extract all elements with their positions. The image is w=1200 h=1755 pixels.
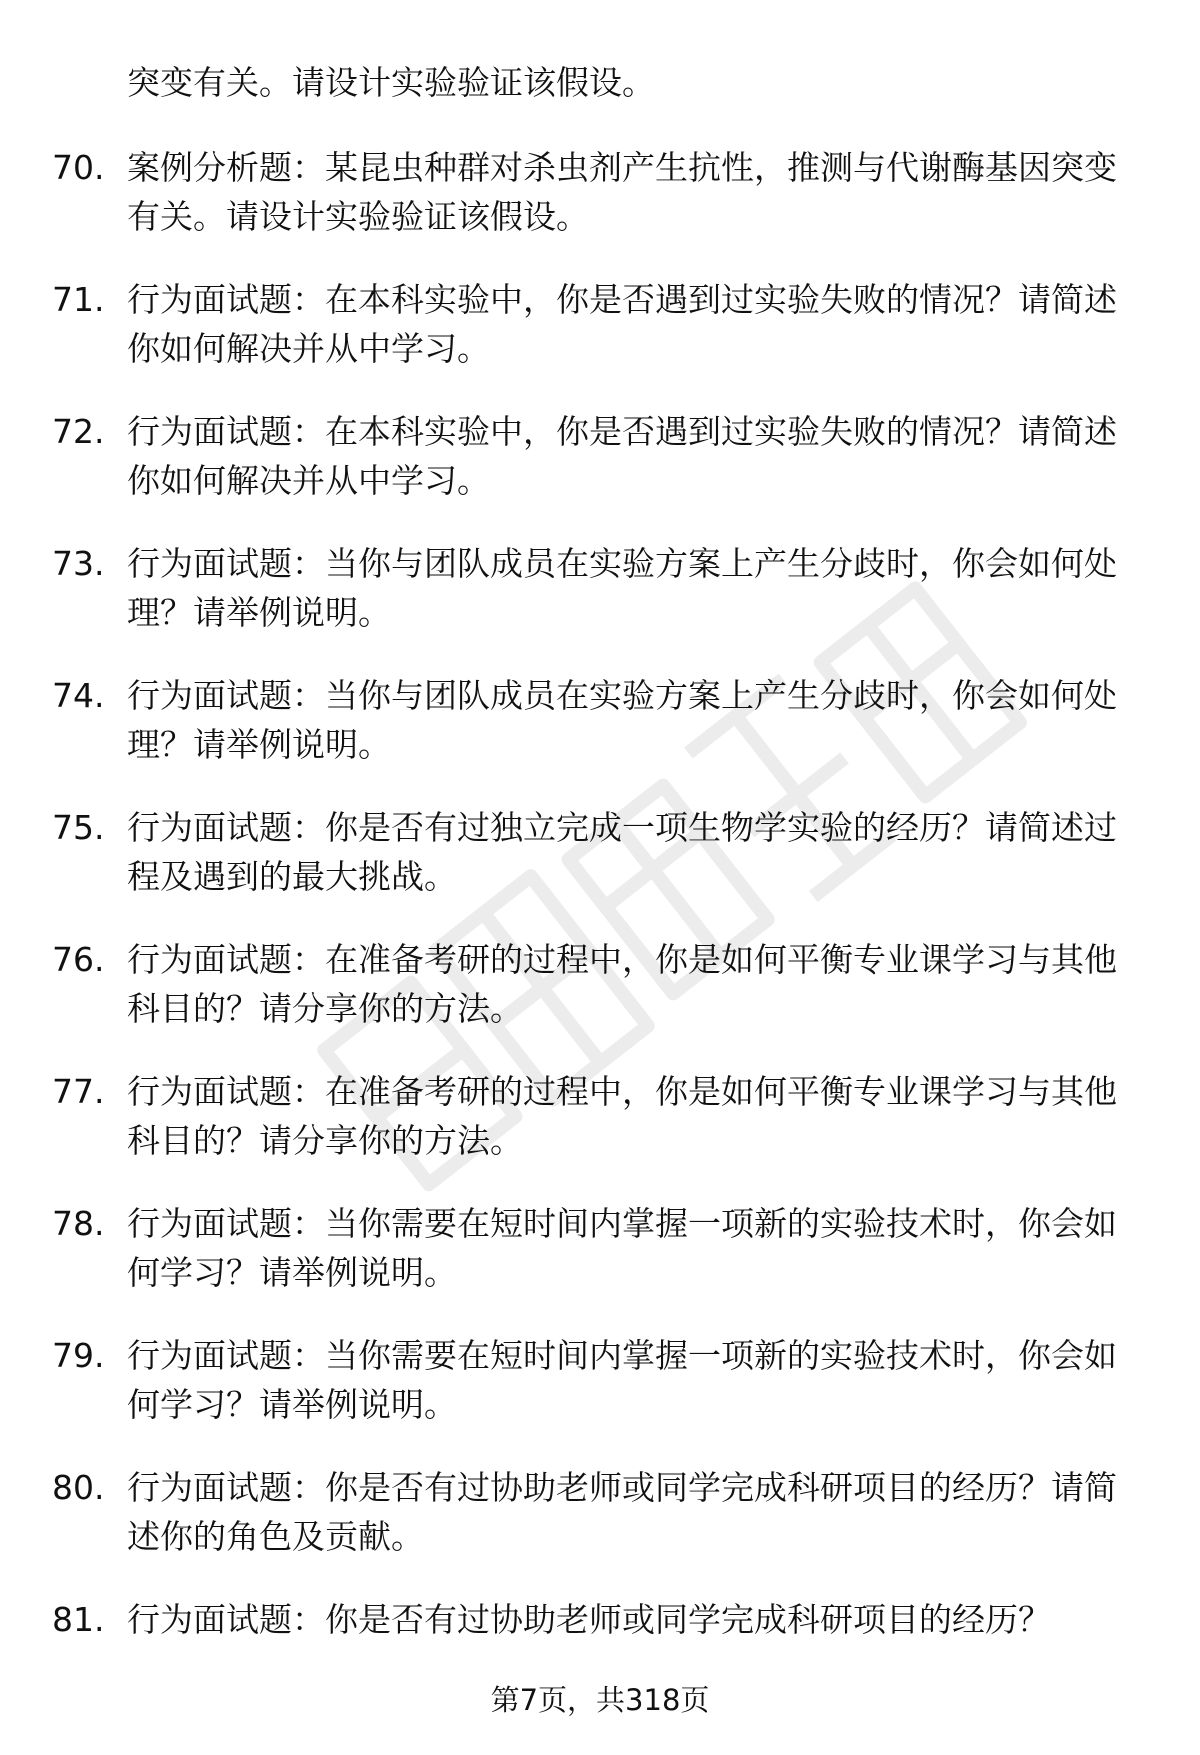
question-text: 行为面试题：在准备考研的过程中，你是如何平衡专业课学习与其他科目的？请分享你的方法。: [127, 1072, 1117, 1160]
continued-question-text: 突变有关。请设计实验验证该假设。: [127, 63, 655, 102]
question-text: 行为面试题：当你与团队成员在实验方案上产生分歧时，你会如何处理？请举例说明。: [127, 676, 1117, 764]
question-number: 77.: [52, 1072, 105, 1111]
question-item: [0, 1463, 1200, 1595]
question-number: 75.: [52, 808, 105, 847]
question-number: 78.: [52, 1204, 105, 1243]
question-text: 行为面试题：在本科实验中，你是否遇到过实验失败的情况？请简述你如何解决并从中学习。: [127, 412, 1117, 500]
question-item: [0, 1199, 1200, 1331]
question-item: [0, 143, 1200, 275]
question-number: 74.: [52, 676, 105, 715]
question-text: 行为面试题：当你需要在短时间内掌握一项新的实验技术时，你会如何学习？请举例说明。: [127, 1336, 1117, 1424]
question-number: 76.: [52, 940, 105, 979]
question-item: [0, 935, 1200, 1067]
page-footer: 第7页，共318页: [490, 1683, 710, 1717]
question-text: 行为面试题：在准备考研的过程中，你是如何平衡专业课学习与其他科目的？请分享你的方法。: [127, 940, 1117, 1028]
question-text: 行为面试题：当你需要在短时间内掌握一项新的实验技术时，你会如何学习？请举例说明。: [127, 1204, 1117, 1292]
question-item: [0, 407, 1200, 539]
question-item: [0, 1067, 1200, 1199]
question-number: 81.: [52, 1600, 105, 1639]
question-item: [0, 275, 1200, 407]
question-text: 案例分析题：某昆虫种群对杀虫剂产生抗性，推测与代谢酶基因突变有关。请设计实验验证该假设。: [127, 148, 1117, 236]
question-number: 72.: [52, 412, 105, 451]
question-item: [0, 803, 1200, 935]
question-number: 73.: [52, 544, 105, 583]
question-number: 70.: [52, 148, 105, 187]
question-item: [0, 539, 1200, 671]
question-text: 行为面试题：你是否有过独立完成一项生物学实验的经历？请简述过程及遇到的最大挑战。: [127, 808, 1117, 896]
question-text: 行为面试题：你是否有过协助老师或同学完成科研项目的经历？: [127, 1600, 1051, 1639]
question-item: [0, 671, 1200, 803]
question-number: 79.: [52, 1336, 105, 1375]
question-item: [0, 1331, 1200, 1463]
question-number: 80.: [52, 1468, 105, 1507]
question-text: 行为面试题：当你与团队成员在实验方案上产生分歧时，你会如何处理？请举例说明。: [127, 544, 1117, 632]
question-text: 行为面试题：在本科实验中，你是否遇到过实验失败的情况？请简述你如何解决并从中学习。: [127, 280, 1117, 368]
question-number: 71.: [52, 280, 105, 319]
question-text: 行为面试题：你是否有过协助老师或同学完成科研项目的经历？请简述你的角色及贡献。: [127, 1468, 1117, 1556]
question-list: [0, 143, 1200, 1727]
